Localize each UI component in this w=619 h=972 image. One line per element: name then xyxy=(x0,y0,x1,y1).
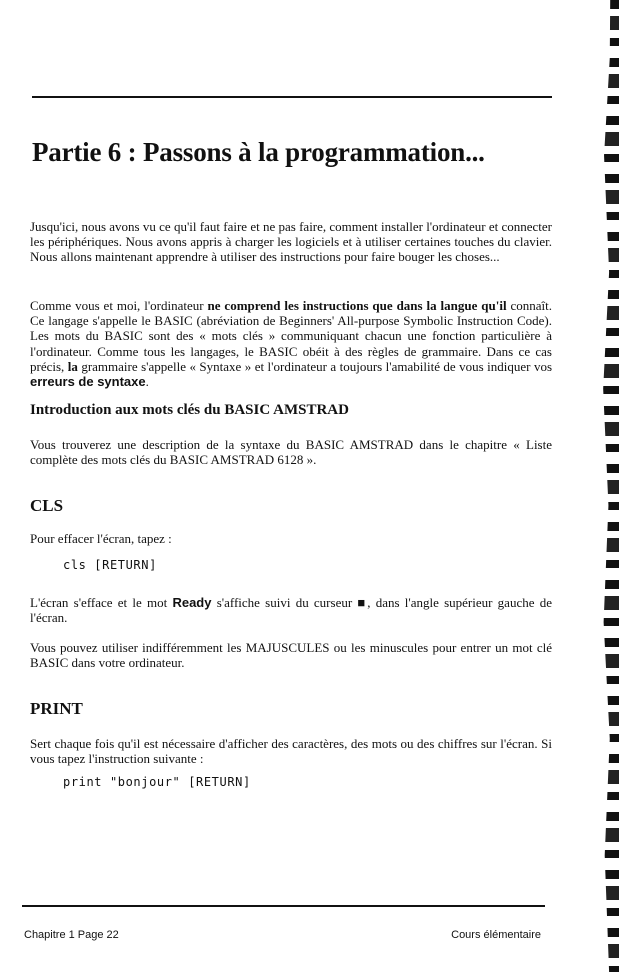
language-text-4: . xyxy=(145,374,149,390)
language-bold-2: la xyxy=(67,358,78,374)
language-bold-1: ne comprend les instructions que dans la langue qu'il xyxy=(207,298,507,313)
syntax-errors-keyword: erreurs de syntaxe xyxy=(30,374,146,390)
page-title: Partie 6 : Passons à la programmation... xyxy=(32,137,485,167)
language-text-3: grammaire s'appelle « Syntaxe » et l'ordinateur a toujours l'amabilité de vous indiquer vos xyxy=(77,358,552,374)
footer-chapter-page: Chapitre 1 Page 22 xyxy=(24,929,119,941)
cls-paragraph-1 xyxy=(30,595,552,625)
print-code: print "bonjour" [RETURN] xyxy=(63,775,251,789)
section-intro-heading: Introduction aux mots clés du BASIC AMSTRAD xyxy=(30,402,349,418)
scan-binding-edge xyxy=(597,0,619,972)
intro-paragraph: Jusqu'ici, nous avons vu ce qu'il faut faire et ne pas faire, comment installer l'ordinateur et connecter les périphériques. Nous avons appris à charger les logiciels et à utiliser certaines touches du clavier. Nous allons maintenant apprendre à utiliser des instructions pour faire bouger les choses... xyxy=(30,219,552,265)
print-heading: PRINT xyxy=(30,699,83,718)
top-rule xyxy=(32,96,552,98)
language-text-1: Comme vous et moi, l'ordinateur xyxy=(30,298,208,313)
bottom-rule xyxy=(22,905,545,907)
cls-heading: CLS xyxy=(30,496,64,515)
section-intro-text: Vous trouverez une description de la syntaxe du BASIC AMSTRAD dans le chapitre « Liste complète des mots clés du BASIC AMSTRAD 6128 ». xyxy=(30,437,552,468)
language-text-2: connaît. Ce langage s'appelle le BASIC (abréviation de Beginners' All-purpose Symbolic Instruction Code). Les mots du BASIC sont des « mots clés » communiquant chacun une fonction particulière à l'ordinateur. Comme tous les langages, le BASIC obéit à des règles de grammaire. Dans ce cas précis, xyxy=(30,298,553,374)
cls-paragraph-2: Vous pouvez utiliser indifféremment les MAJUSCULES ou les minuscules pour entrer un mot clé BASIC dans votre ordinateur. xyxy=(30,640,552,671)
ready-keyword: Ready xyxy=(172,595,212,610)
cls-p1-text-b: s'affiche suivi du curseur ■, dans l'angle supérieur gauche de l'écran. xyxy=(30,595,552,626)
cls-code: cls [RETURN] xyxy=(63,558,157,572)
cls-p1-text-a: L'écran s'efface et le mot xyxy=(30,595,173,610)
language-paragraph xyxy=(30,298,552,389)
footer-course-title: Cours élémentaire xyxy=(451,929,541,941)
cls-lead: Pour effacer l'écran, tapez : xyxy=(30,531,172,546)
print-text: Sert chaque fois qu'il est nécessaire d'afficher des caractères, des mots ou des chiffres sur l'écran. Si vous tapez l'instruction suivante : xyxy=(30,736,552,767)
